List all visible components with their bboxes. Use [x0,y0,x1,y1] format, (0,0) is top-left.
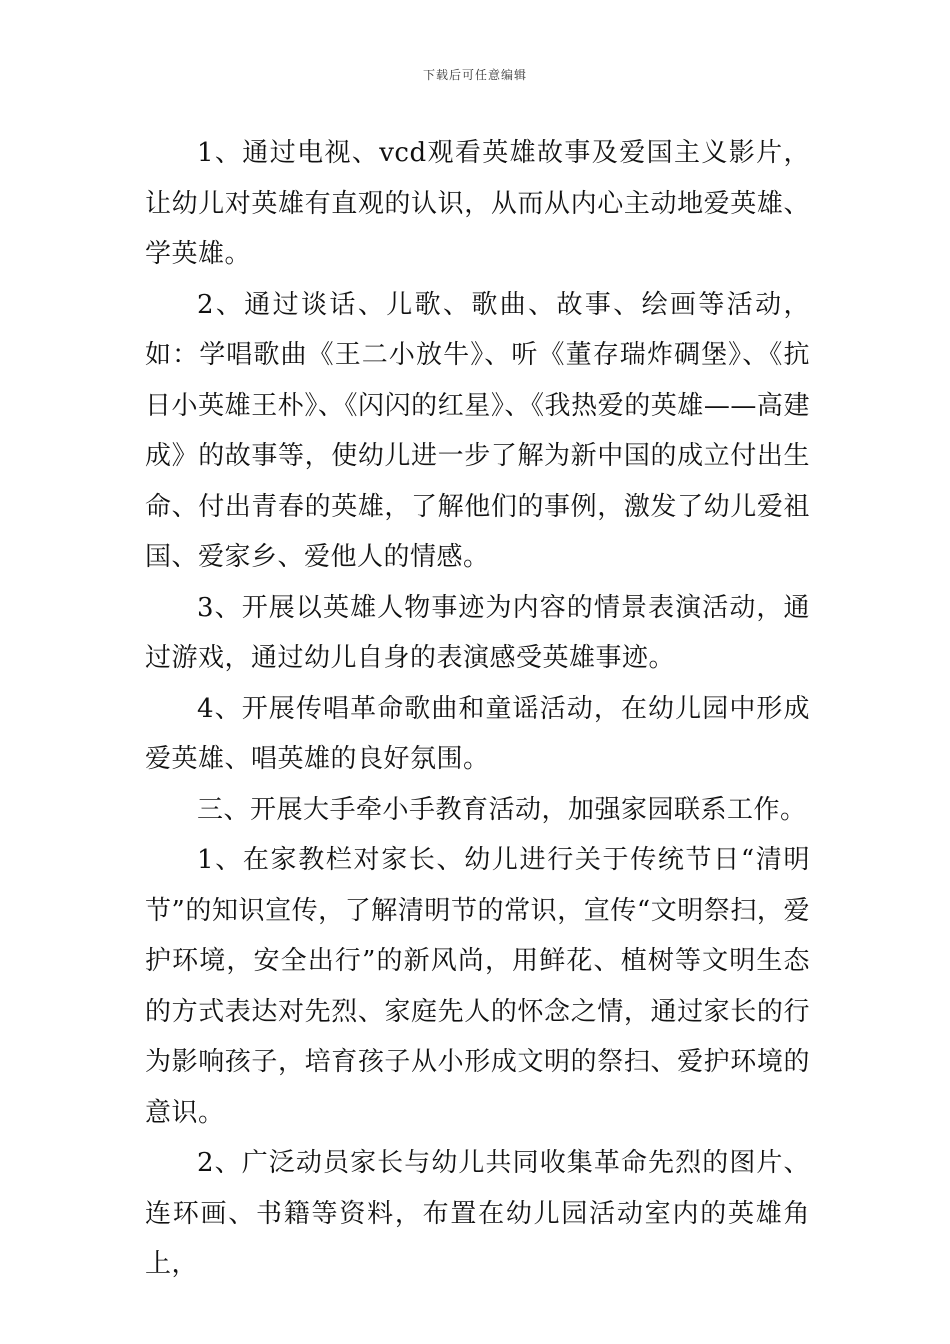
paragraph-3: 3、开展以英雄人物事迹为内容的情景表演活动，通过游戏，通过幼儿自身的表演感受英雄事迹。 [145,592,810,673]
paragraph-4: 4、开展传唱革命歌曲和童谣活动，在幼儿园中形成爱英雄、唱英雄的良好氛围。 [145,693,810,774]
paragraph-6: 2、广泛动员家长与幼儿共同收集革命先烈的图片、连环画、书籍等资料，布置在幼儿园活动室内的英雄角上， [145,1148,810,1279]
header-note: 下载后可任意编辑 [422,68,527,82]
section-heading-3: 三、开展大手牵小手教育活动，加强家园联系工作。 [197,794,807,825]
paragraph-1: 1、通过电视、vcd观看英雄故事及爱国主义影片，让幼儿对英雄有直观的认识，从而从内心主动地爱英雄、学英雄。 [145,138,810,269]
paragraph-5: 1、在家教栏对家长、幼儿进行关于传统节日“清明节”的知识宣传，了解清明节的常识，宣传“文明祭扫，爱护环境，安全出行”的新风尚，用鲜花、植树等文明生态的方式表达对先烈、家庭先人的怀念之情，通过家长的行为影响孩子，培育孩子从小形成文明的祭扫、爱护环境的意识。 [145,845,810,1128]
body-text [145,128,810,1290]
paragraph-2: 2、通过谈话、儿歌、歌曲、故事、绘画等活动，如：学唱歌曲《王二小放牛》、听《董存瑞炸碉堡》、《抗日小英雄王朴》、《闪闪的红星》、《我热爱的英雄——高建成》的故事等，使幼儿进一步了解为新中国的成立付出生命、付出青春的英雄，了解他们的事例，激发了幼儿爱祖国、爱家乡、爱他人的情感。 [145,289,810,572]
